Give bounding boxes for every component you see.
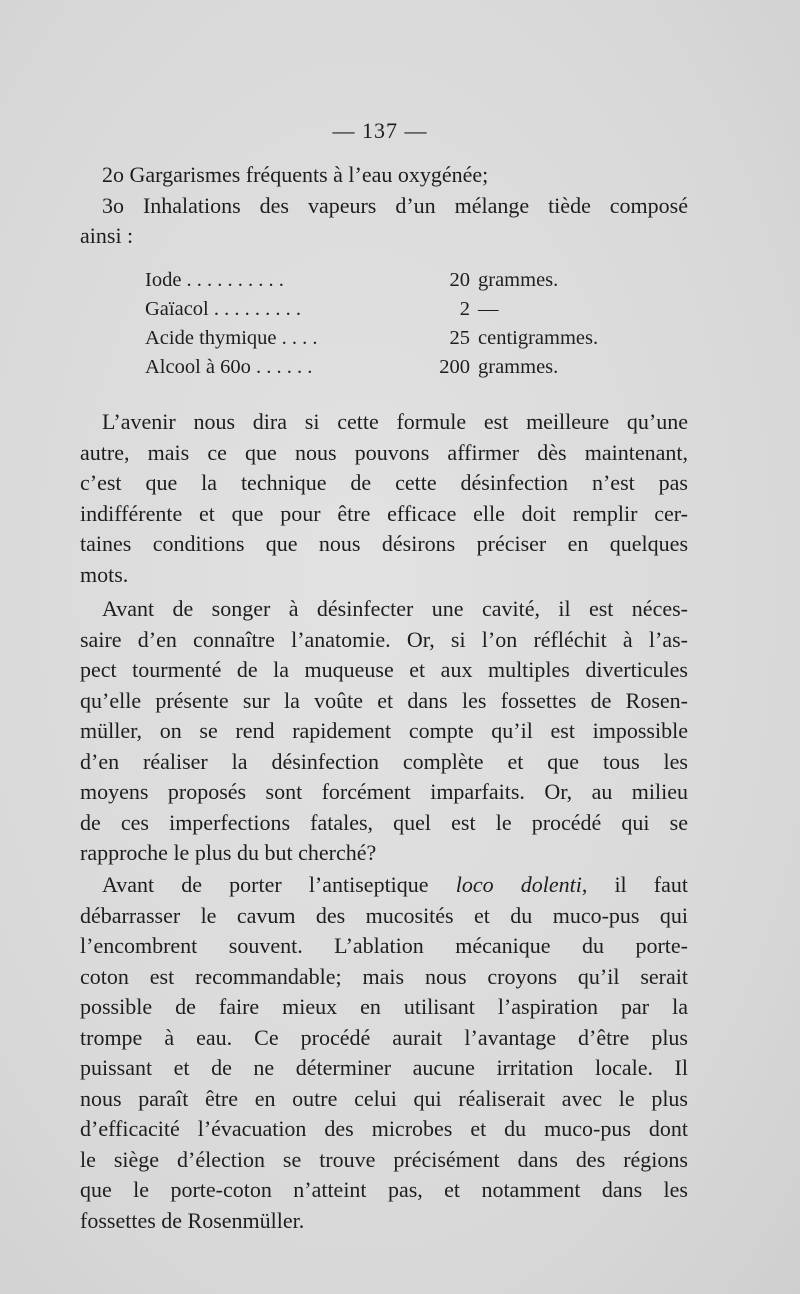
list-item-3-continuation: ainsi : bbox=[80, 223, 134, 248]
text-line: que le porte-coton n’atteint pas, et notamment dans les bbox=[80, 1177, 688, 1202]
text-line: müller, on se rend rapidement compte qu’il est impossible bbox=[80, 718, 688, 743]
paragraph-3 bbox=[80, 870, 688, 1236]
numbered-list bbox=[80, 160, 688, 252]
ingredient-quantity: 200 bbox=[439, 356, 470, 378]
text-line: Avant de songer à désinfecter une cavité, il est néces- bbox=[102, 596, 688, 621]
text-line: saire d’en connaître l’anatomie. Or, si l’on réfléchit à l’as- bbox=[80, 626, 688, 652]
text-line-with-italic bbox=[80, 870, 688, 901]
page-number: — 137 — bbox=[332, 118, 428, 143]
ingredient-quantity: 20 bbox=[449, 269, 470, 291]
paragraph-1 bbox=[80, 407, 688, 590]
ingredient-quantity: 2 bbox=[459, 298, 470, 320]
text-line: indifférente et que pour être efficace elle doit remplir cer- bbox=[80, 500, 688, 526]
text-line: puissant et de ne déterminer aucune irritation locale. Il bbox=[80, 1055, 688, 1080]
text-run: , il faut bbox=[581, 872, 688, 897]
ingredient-unit: grammes. bbox=[478, 269, 559, 291]
recipe-row bbox=[145, 353, 615, 382]
text-line: moyens proposés sont forcément imparfaits. Or, au milieu bbox=[80, 779, 688, 804]
ingredient-quantity: 25 bbox=[449, 327, 470, 349]
ingredient-unit: grammes. bbox=[478, 356, 559, 378]
text-line: de ces imperfections fatales, quel est le procédé qui se bbox=[80, 809, 688, 835]
ingredient-name: Alcool à 60o . . . . . . bbox=[145, 356, 313, 378]
list-item-2: 2o Gargarismes fréquents à l’eau oxygénée; bbox=[102, 162, 489, 187]
recipe-row bbox=[145, 266, 615, 295]
text-line: qu’elle présente sur la voûte et dans les fossettes de Rosen- bbox=[80, 687, 688, 713]
ingredient-name: Iode . . . . . . . . . . bbox=[145, 269, 284, 291]
recipe-table bbox=[145, 266, 615, 382]
text-line: d’efficacité l’évacuation des microbes et du muco-pus dont bbox=[80, 1116, 688, 1141]
text-line: autre, mais ce que nous pouvons affirmer dès maintenant, bbox=[80, 439, 688, 465]
text-line: l’encombrent souvent. L’ablation mécanique du porte- bbox=[80, 933, 688, 958]
text-line: coton est recommandable; mais nous croyons qu’il serait bbox=[80, 963, 688, 989]
text-line: nous paraît être en outre celui qui réaliserait avec le plus bbox=[80, 1085, 688, 1111]
recipe-row bbox=[145, 295, 615, 324]
recipe-row bbox=[145, 324, 615, 353]
list-item-3: 3o Inhalations des vapeurs d’un mélange tiède composé bbox=[102, 192, 688, 218]
ingredient-unit: — bbox=[478, 298, 499, 320]
ingredient-name: Gaïacol . . . . . . . . . bbox=[145, 298, 301, 320]
text-run: Avant de porter l’antiseptique bbox=[102, 872, 429, 897]
text-line: c’est que la technique de cette désinfection n’est pas bbox=[80, 470, 688, 495]
text-line: mots. bbox=[80, 561, 129, 587]
text-line: L’avenir nous dira si cette formule est meilleure qu’une bbox=[102, 409, 688, 434]
text-line: pect tourmenté de la muqueuse et aux multiples diverticules bbox=[80, 657, 688, 682]
ingredient-unit: centigrammes. bbox=[478, 327, 599, 349]
text-line: taines conditions que nous désirons préciser en quelques bbox=[80, 531, 688, 556]
text-line: d’en réaliser la désinfection complète et que tous les bbox=[80, 748, 688, 774]
text-line: débarrasser le cavum des mucosités et du muco-pus qui bbox=[80, 902, 688, 928]
ingredient-name: Acide thymique . . . . bbox=[145, 327, 318, 349]
text-line: possible de faire mieux en utilisant l’aspiration par la bbox=[80, 994, 688, 1019]
text-line: le siège d’élection se trouve précisément dans des régions bbox=[80, 1146, 688, 1172]
text-line: rapproche le plus du but cherché? bbox=[80, 840, 377, 865]
text-line: fossettes de Rosenmüller. bbox=[80, 1207, 305, 1233]
text-line: trompe à eau. Ce procédé aurait l’avantage d’être plus bbox=[80, 1024, 688, 1050]
italic-latin-phrase: loco dolenti bbox=[455, 872, 582, 897]
paragraph-2 bbox=[80, 594, 688, 869]
